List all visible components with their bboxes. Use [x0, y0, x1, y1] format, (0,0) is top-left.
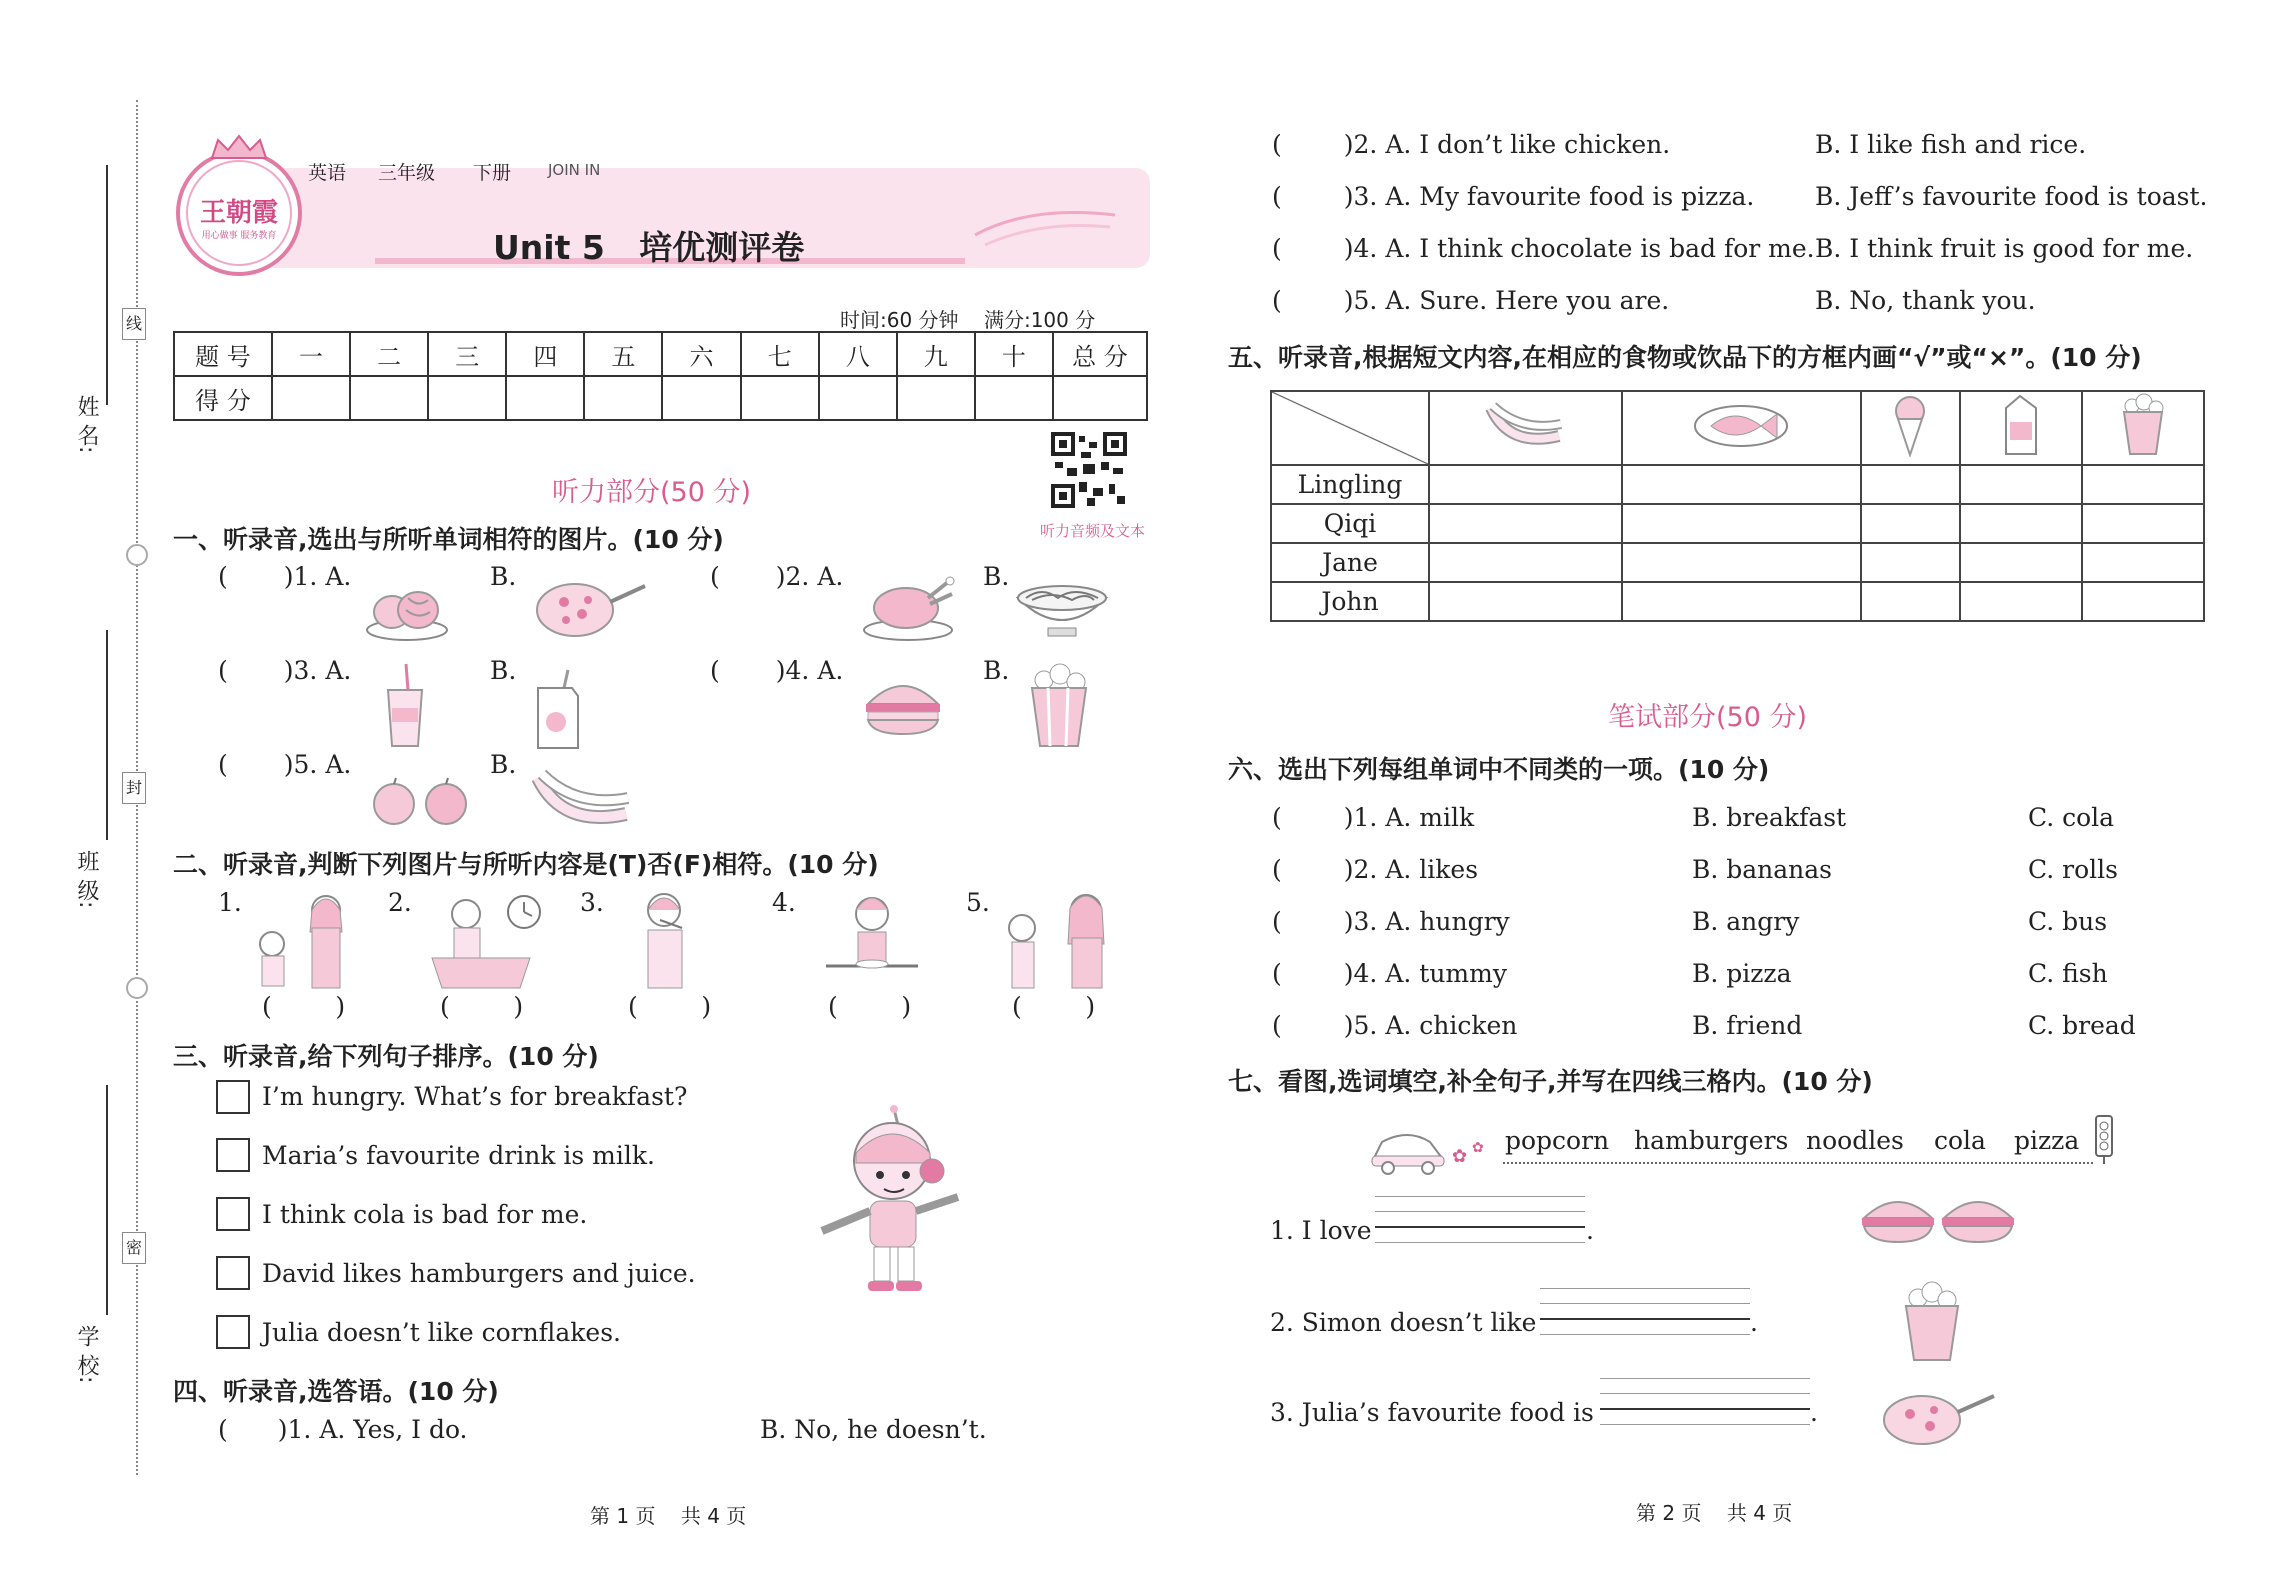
q3-sentence-5: Julia doesn’t like cornflakes.	[262, 1318, 621, 1347]
q5-check-cell[interactable]	[1622, 504, 1862, 543]
q2-title: 二、听录音,判断下列图片与所听内容是(T)否(F)相符。(10 分)	[173, 850, 879, 879]
score-table-header-row	[174, 332, 1147, 376]
score-header-cell: 七	[741, 332, 819, 376]
cola-cup-icon	[380, 660, 430, 750]
q7-word-bank	[1503, 1126, 2093, 1164]
score-header-cell: 九	[897, 332, 975, 376]
q5-row-name: Qiqi	[1271, 504, 1429, 543]
hamburger-icon	[862, 672, 944, 742]
q7-word: hamburgers	[1634, 1126, 1789, 1155]
q1-item-1-b: B.	[490, 562, 517, 591]
q5-row-name: Jane	[1271, 543, 1429, 582]
side-school-label: 学 校:	[74, 1325, 99, 1384]
q2-picture-girl-table	[822, 888, 922, 992]
q5-check-cell[interactable]	[2082, 465, 2204, 504]
q1-item-1	[218, 562, 351, 591]
q6-option-a: )5. A. chicken	[1343, 1011, 1518, 1040]
q4-item-4-a	[1272, 234, 1815, 263]
score-header-cell: 四	[506, 332, 584, 376]
answer-paren[interactable]: (	[1272, 855, 1282, 884]
score-header-cell: 一	[272, 332, 350, 376]
q7-word: cola	[1934, 1126, 1986, 1155]
side-school-line	[106, 1085, 108, 1315]
score-cell[interactable]	[662, 376, 740, 420]
answer-paren[interactable]: (	[218, 562, 228, 591]
header-meta-grade: 三年级	[378, 162, 436, 184]
answer-paren[interactable]: (	[1272, 1011, 1282, 1040]
q7-word: pizza	[2014, 1126, 2080, 1155]
q5-food-cell	[1960, 391, 2082, 465]
q5-check-cell[interactable]	[1960, 465, 2082, 504]
q5-food-cell	[1429, 391, 1622, 465]
q2-answer-paren-4[interactable]: ( )	[828, 992, 912, 1021]
q1-item-3	[218, 656, 351, 685]
q4-item-4-b: B. I think fruit is good for me.	[1815, 234, 2194, 263]
q6-item-2-b: B. bananas	[1692, 855, 1833, 884]
footer-left: 第 1 页 共 4 页	[590, 1504, 747, 1528]
q6-item-4-b: B. pizza	[1692, 959, 1792, 988]
q5-row	[1271, 504, 2204, 543]
q5-check-table	[1270, 390, 2205, 622]
score-cell[interactable]	[428, 376, 506, 420]
answer-paren[interactable]: (	[218, 1415, 228, 1444]
q5-check-cell[interactable]	[1861, 465, 1960, 504]
qr-caption: 听力音频及文本	[1040, 522, 1146, 540]
q1-item-4-b: B.	[983, 656, 1010, 685]
q6-item-3-c: C. bus	[2028, 907, 2108, 936]
q7-four-line-grid[interactable]	[1600, 1378, 1810, 1440]
q2-picture-girl-eating	[630, 888, 700, 992]
listening-section-title: 听力部分(50 分)	[552, 477, 752, 508]
score-header-cell: 三	[428, 332, 506, 376]
q5-diagonal-cell	[1271, 391, 1429, 465]
q2-picture-mother-child	[250, 888, 360, 992]
q4-item-3-a	[1272, 182, 1754, 211]
score-cell[interactable]	[584, 376, 662, 420]
star-icon: ✿	[1472, 1140, 1484, 1156]
score-cell[interactable]	[975, 376, 1053, 420]
q6-item-5-b: B. friend	[1692, 1011, 1803, 1040]
q3-order-box[interactable]	[216, 1256, 250, 1290]
side-name-label: 姓 名:	[74, 395, 99, 454]
q1-item-label: )4. A.	[775, 656, 844, 685]
q5-food-cell	[1622, 391, 1862, 465]
q1-item-5	[218, 750, 351, 779]
q2-answer-paren-2[interactable]: ( )	[440, 992, 524, 1021]
q5-check-cell[interactable]	[1960, 543, 2082, 582]
answer-paren[interactable]: (	[1272, 959, 1282, 988]
q7-four-line-grid[interactable]	[1375, 1196, 1585, 1258]
brand-logo-text: 王朝霞	[199, 198, 278, 228]
q5-check-cell[interactable]	[1429, 465, 1622, 504]
q4-item-5-b: B. No, thank you.	[1815, 286, 2036, 315]
popcorn-icon	[1900, 1280, 1964, 1362]
score-cell[interactable]	[741, 376, 819, 420]
q5-food-cell	[1861, 391, 1960, 465]
qr-code-icon[interactable]	[1051, 432, 1127, 508]
q6-item-1-a	[1272, 803, 1474, 832]
q3-order-box[interactable]	[216, 1080, 250, 1114]
q1-item-2-b: B.	[983, 562, 1010, 591]
q4-option-a: )4. A. I think chocolate is bad for me.	[1343, 234, 1815, 263]
side-class-label: 班 级:	[74, 850, 99, 909]
q6-option-a: )1. A. milk	[1343, 803, 1475, 832]
q6-option-a: )4. A. tummy	[1343, 959, 1507, 988]
q6-item-1-c: C. cola	[2028, 803, 2115, 832]
popcorn-icon	[1024, 660, 1094, 750]
answer-paren[interactable]: (	[1272, 234, 1282, 263]
score-table-score-row	[174, 376, 1147, 420]
q7-period: .	[1810, 1398, 1818, 1427]
score-header-cell: 二	[350, 332, 428, 376]
q4-title: 四、听录音,选答语。(10 分)	[173, 1377, 499, 1406]
q5-title: 五、听录音,根据短文内容,在相应的食物或饮品下的方框内画“√”或“×”。(10 分)	[1228, 343, 2142, 372]
star-icon: ✿	[1452, 1146, 1468, 1167]
score-cell[interactable]	[897, 376, 975, 420]
q4-option-a: )2. A. I don’t like chicken.	[1343, 130, 1671, 159]
milk-icon	[1996, 392, 2046, 458]
apples-icon	[366, 776, 476, 826]
header-meta-series: JOIN IN	[548, 161, 601, 179]
q3-order-box[interactable]	[216, 1197, 250, 1231]
q5-check-cell[interactable]	[1429, 543, 1622, 582]
q2-picture-two-girls	[998, 888, 1118, 992]
score-cell[interactable]	[819, 376, 897, 420]
juice-box-icon	[528, 666, 588, 752]
bread-rolls-icon	[362, 578, 452, 644]
time-info: 时间:60 分钟 满分:100 分	[840, 308, 1096, 332]
footer-right: 第 2 页 共 4 页	[1636, 1501, 1793, 1525]
q3-order-box[interactable]	[216, 1138, 250, 1172]
q2-num-5: 5.	[966, 888, 990, 917]
q6-item-2-c: C. rolls	[2028, 855, 2118, 884]
score-header-cell: 八	[819, 332, 897, 376]
q7-word: noodles	[1806, 1126, 1904, 1155]
q6-item-2-a	[1272, 855, 1478, 884]
q5-check-cell[interactable]	[1861, 543, 1960, 582]
answer-paren[interactable]: (	[218, 750, 228, 779]
page-title: Unit 5 培优测评卷	[493, 228, 805, 267]
score-cell[interactable]	[506, 376, 584, 420]
q3-title: 三、听录音,给下列句子排序。(10 分)	[173, 1042, 599, 1071]
q3-sentence-4: David likes hamburgers and juice.	[262, 1259, 696, 1288]
q7-sentence-3: 3. Julia’s favourite food is	[1270, 1398, 1594, 1427]
score-header-cell: 总 分	[1053, 332, 1147, 376]
q4-item-1-a	[218, 1415, 468, 1444]
fish-icon	[1691, 400, 1791, 450]
binding-circle-icon	[126, 977, 148, 999]
q5-check-cell[interactable]	[1861, 582, 1960, 621]
side-name-line	[106, 165, 108, 405]
q7-period: .	[1750, 1308, 1758, 1337]
q4-option-a: )1. A. Yes, I do.	[277, 1415, 468, 1444]
q7-word: popcorn	[1505, 1126, 1610, 1155]
q5-food-cell	[2082, 391, 2204, 465]
score-header-cell: 十	[975, 332, 1053, 376]
q1-item-4	[710, 656, 843, 685]
q5-row	[1271, 465, 2204, 504]
crown-icon	[208, 134, 270, 160]
decor-swoosh-icon	[970, 195, 1120, 255]
q6-title: 六、选出下列每组单词中不同类的一项。(10 分)	[1228, 755, 1770, 784]
q5-row-name: Lingling	[1271, 465, 1429, 504]
q5-check-cell[interactable]	[2082, 504, 2204, 543]
q4-option-a: )3. A. My favourite food is pizza.	[1343, 182, 1755, 211]
q1-item-label: )3. A.	[283, 656, 352, 685]
q2-num-3: 3.	[580, 888, 604, 917]
q4-option-a: )5. A. Sure. Here you are.	[1343, 286, 1670, 315]
q7-title: 七、看图,选词填空,补全句子,并写在四线三格内。(10 分)	[1228, 1067, 1873, 1096]
popcorn-icon	[2118, 392, 2168, 458]
q3-sentence-3: I think cola is bad for me.	[262, 1200, 588, 1229]
score-header-cell: 题 号	[174, 332, 272, 376]
q5-row-name: John	[1271, 582, 1429, 621]
q1-item-label: )5. A.	[283, 750, 352, 779]
q5-header-row	[1271, 391, 2204, 465]
q5-check-cell[interactable]	[2082, 543, 2204, 582]
score-header-cell: 六	[662, 332, 740, 376]
q6-item-3-b: B. angry	[1692, 907, 1800, 936]
q6-item-4-c: C. fish	[2028, 959, 2108, 988]
girl-headphones-illustration	[808, 1105, 978, 1295]
brand-logo-subtitle: 用心做事 服务教育	[201, 231, 277, 241]
q6-option-a: )2. A. likes	[1343, 855, 1479, 884]
binding-circle-icon	[126, 544, 148, 566]
q7-sentence-2: 2. Simon doesn’t like	[1270, 1308, 1537, 1337]
q3-sentence-2: Maria’s favourite drink is milk.	[262, 1141, 655, 1170]
answer-paren[interactable]: (	[218, 656, 228, 685]
score-header-cell: 五	[584, 332, 662, 376]
hamburgers-icon	[1860, 1190, 2020, 1250]
brand-logo	[176, 150, 302, 276]
q4-item-5-a	[1272, 286, 1669, 315]
q6-item-5-a	[1272, 1011, 1517, 1040]
q1-item-2	[710, 562, 843, 591]
q4-item-2-b: B. I like fish and rice.	[1815, 130, 2087, 159]
q2-num-4: 4.	[772, 888, 796, 917]
side-mark-line: 线	[122, 308, 146, 340]
q1-item-3-b: B.	[490, 656, 517, 685]
ice-cream-icon	[1890, 393, 1930, 457]
q2-answer-paren-5[interactable]: ( )	[1012, 992, 1096, 1021]
q6-item-4-a	[1272, 959, 1507, 988]
q6-item-1-b: B. breakfast	[1692, 803, 1847, 832]
q5-check-cell[interactable]	[1960, 582, 2082, 621]
answer-paren[interactable]: (	[1272, 803, 1282, 832]
q1-item-label: )1. A.	[283, 562, 352, 591]
side-mark-seal: 封	[122, 772, 146, 804]
car-icon	[1368, 1128, 1448, 1176]
q5-check-cell[interactable]	[1622, 465, 1862, 504]
q6-item-5-c: C. bread	[2028, 1011, 2136, 1040]
answer-paren[interactable]: (	[1272, 182, 1282, 211]
q2-picture-breakfast-clock	[426, 888, 546, 992]
answer-paren[interactable]: (	[710, 562, 720, 591]
q2-num-1: 1.	[218, 888, 242, 917]
q2-num-2: 2.	[388, 888, 412, 917]
q1-item-5-b: B.	[490, 750, 517, 779]
bananas-icon	[1485, 400, 1565, 450]
answer-paren[interactable]: (	[1272, 286, 1282, 315]
written-section-title: 笔试部分(50 分)	[1608, 702, 1808, 733]
pizza-icon	[530, 572, 650, 642]
q5-check-cell[interactable]	[1429, 582, 1622, 621]
header-meta-subject: 英语	[308, 162, 347, 184]
q7-sentence-1: 1. I love	[1270, 1216, 1372, 1245]
header-meta-volume: 下册	[473, 162, 512, 184]
roast-chicken-icon	[858, 572, 958, 644]
score-row-label: 得 分	[174, 376, 272, 420]
q6-option-a: )3. A. hungry	[1343, 907, 1510, 936]
side-mark-dense: 密	[122, 1232, 146, 1264]
score-table	[173, 331, 1148, 421]
q5-check-cell[interactable]	[1622, 543, 1862, 582]
q3-order-box[interactable]	[216, 1315, 250, 1349]
q5-check-cell[interactable]	[1861, 504, 1960, 543]
q6-item-3-a	[1272, 907, 1510, 936]
q5-row	[1271, 582, 2204, 621]
noodles-icon	[1012, 572, 1112, 642]
q4-item-2-a	[1272, 130, 1670, 159]
score-cell[interactable]	[1053, 376, 1147, 420]
q2-answer-paren-3[interactable]: ( )	[628, 992, 712, 1021]
q5-check-cell[interactable]	[2082, 582, 2204, 621]
pizza-icon	[1878, 1386, 1998, 1448]
q4-item-1-b: B. No, he doesn’t.	[760, 1415, 987, 1444]
q5-row	[1271, 543, 2204, 582]
traffic-light-icon	[2094, 1114, 2114, 1164]
q4-item-3-b: B. Jeff’s favourite food is toast.	[1815, 182, 2208, 211]
q5-check-cell[interactable]	[1622, 582, 1862, 621]
score-cell[interactable]	[350, 376, 428, 420]
score-cell[interactable]	[272, 376, 350, 420]
answer-paren[interactable]: (	[710, 656, 720, 685]
q1-item-label: )2. A.	[775, 562, 844, 591]
side-class-line	[106, 630, 108, 840]
q5-check-cell[interactable]	[1960, 504, 2082, 543]
q1-title: 一、听录音,选出与所听单词相符的图片。(10 分)	[173, 525, 724, 554]
q3-sentence-1: I’m hungry. What’s for breakfast?	[262, 1082, 688, 1111]
q7-period: .	[1586, 1216, 1594, 1245]
q2-answer-paren-1[interactable]: ( )	[262, 992, 346, 1021]
answer-paren[interactable]: (	[1272, 907, 1282, 936]
answer-paren[interactable]: (	[1272, 130, 1282, 159]
q5-check-cell[interactable]	[1429, 504, 1622, 543]
bananas-icon	[532, 768, 632, 832]
q7-four-line-grid[interactable]	[1540, 1288, 1750, 1350]
